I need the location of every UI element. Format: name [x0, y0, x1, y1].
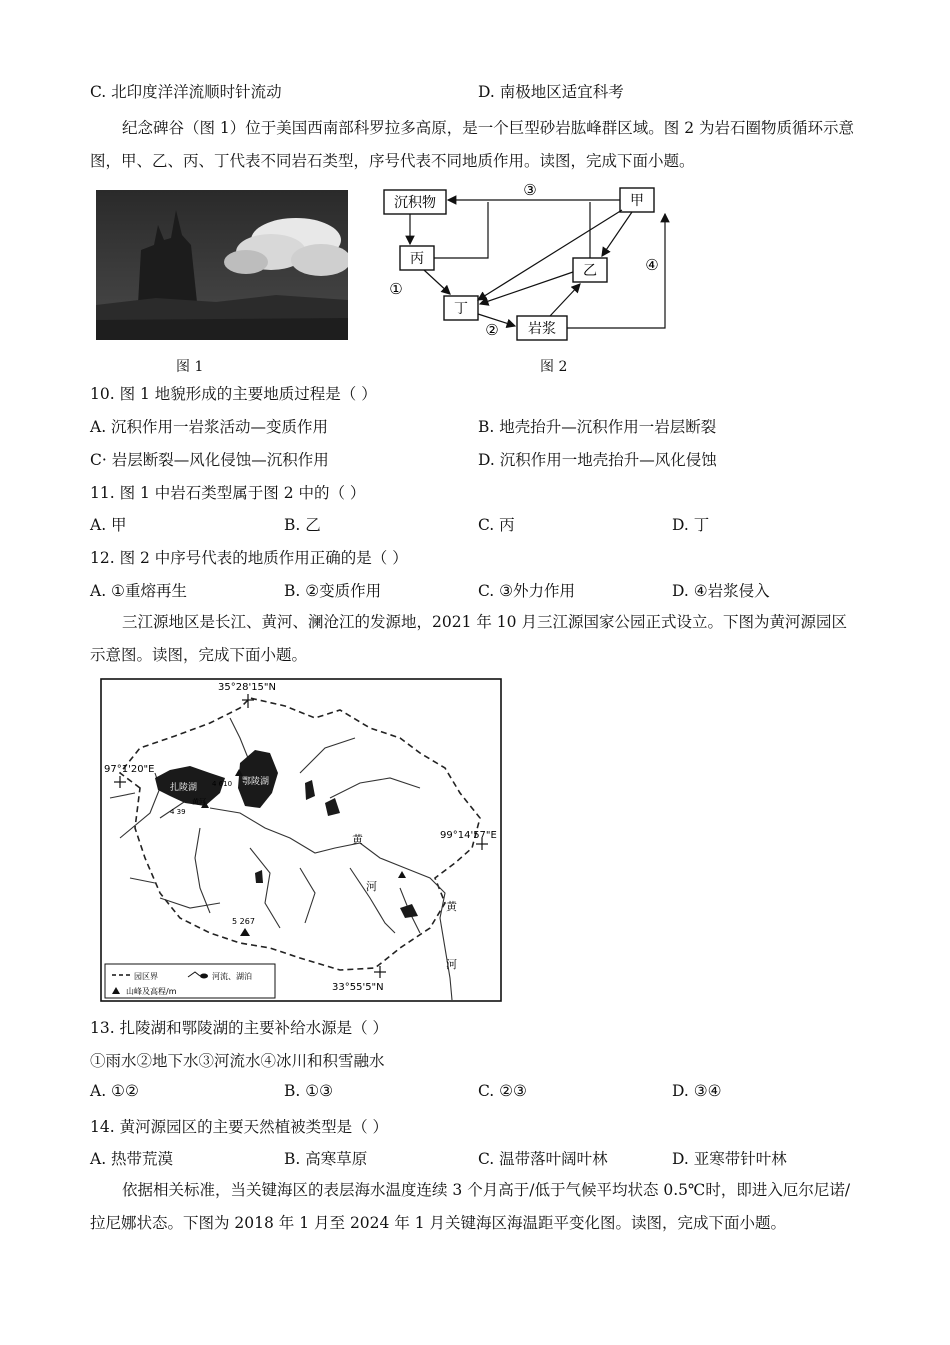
- q10-option-c[interactable]: C· 岩层断裂—风化侵蚀—沉积作用: [90, 451, 329, 469]
- figure-1-caption: 图 1: [176, 359, 204, 375]
- q14-option-d[interactable]: D. 亚寒带针叶林: [672, 1150, 787, 1168]
- q10-stem: 10. 图 1 地貌形成的主要地质过程是（ ）: [90, 385, 377, 403]
- q12-option-a[interactable]: A. ①重熔再生: [90, 582, 187, 600]
- label-lat-north: 35°28'15"N: [218, 682, 277, 693]
- q14-option-a[interactable]: A. 热带荒漠: [90, 1150, 174, 1168]
- option-c-prev: C. 北印度洋洋流顺时针流动: [90, 83, 282, 101]
- q11-option-c[interactable]: C. 丙: [478, 516, 515, 534]
- q14-option-c[interactable]: C. 温带落叶阔叶林: [478, 1150, 608, 1168]
- label-jia: 甲: [630, 193, 644, 209]
- q13-option-c[interactable]: C. ②③: [478, 1082, 527, 1100]
- q13-option-b[interactable]: B. ①③: [284, 1082, 334, 1100]
- label-sediment: 沉积物: [394, 195, 436, 211]
- label-peak-2: 4 39: [170, 808, 186, 816]
- label-lon-west: 97°1'20"E: [104, 764, 155, 775]
- label-n2: ②: [485, 321, 499, 339]
- option-d-prev: D. 南极地区适宜科考: [478, 83, 624, 101]
- q14-option-b[interactable]: B. 高寒草原: [284, 1150, 368, 1168]
- label-n3: ③: [523, 181, 537, 199]
- q10-option-d[interactable]: D. 沉积作用一地壳抬升—风化侵蚀: [478, 451, 717, 469]
- label-small-yellow-river: 黄河: [192, 798, 206, 806]
- intro-paragraph-3: 依据相关标准，当关键海区的表层海水温度连续 3 个月高于/低于气候平均状态 0.5℃时，即进入厄尔尼诺/拉尼娜状态。下图为 2018 年 1 月至 2024 年 1 月关键海区海温距平变化图。读图，完成下面小题。: [90, 1181, 851, 1232]
- label-magma: 岩浆: [528, 321, 556, 337]
- label-river-d: 河: [446, 958, 457, 971]
- label-river-a: 黄: [352, 833, 363, 846]
- intro-paragraph-1: 纪念碑谷（图 1）位于美国西南部科罗拉多高原，是一个巨型砂岩肱峰群区域。图 2 为岩石圈物质循环示意图，甲、乙、丙、丁代表不同岩石类型，序号代表不同地质作用。读图，完成下面小题。: [90, 119, 855, 170]
- q13-stem: 13. 扎陵湖和鄂陵湖的主要补给水源是（ ）: [90, 1019, 389, 1037]
- q12-stem: 12. 图 2 中序号代表的地质作用正确的是（ ）: [90, 549, 408, 567]
- q13-option-a[interactable]: A. ①②: [90, 1082, 139, 1100]
- q14-stem: 14. 黄河源园区的主要天然植被类型是（ ）: [90, 1118, 389, 1136]
- label-yi: 乙: [583, 263, 597, 279]
- q10-option-a[interactable]: A. 沉积作用一岩浆活动—变质作用: [90, 418, 329, 436]
- label-n4: ④: [645, 256, 659, 274]
- q12-option-d[interactable]: D. ④岩浆侵入: [672, 582, 770, 600]
- label-peak-1: 4 610: [212, 780, 233, 788]
- label-lake-eling: 鄂陵湖: [242, 777, 270, 787]
- label-river-c: 黄: [446, 900, 457, 913]
- label-peak-3: 5 267: [232, 917, 255, 926]
- q11-option-b[interactable]: B. 乙: [284, 516, 321, 534]
- figure-2-caption: 图 2: [540, 359, 568, 375]
- q10-option-b[interactable]: B. 地壳抬升—沉积作用一岩层断裂: [478, 418, 717, 436]
- q11-option-d[interactable]: D. 丁: [672, 516, 710, 534]
- q12-option-b[interactable]: B. ②变质作用: [284, 582, 382, 600]
- label-lat-south: 33°55'5"N: [332, 982, 384, 993]
- label-bing: 丙: [410, 251, 424, 267]
- legend-peak: 山峰及高程/m: [126, 987, 177, 996]
- legend-boundary: 园区界: [134, 972, 158, 981]
- q13-option-d[interactable]: D. ③④: [672, 1082, 722, 1100]
- q12-option-c[interactable]: C. ③外力作用: [478, 582, 576, 600]
- legend-river: 河流、湖泊: [212, 972, 252, 981]
- q11-option-a[interactable]: A. 甲: [90, 516, 127, 534]
- q13-choices: ①雨水②地下水③河流水④冰川和积雪融水: [90, 1052, 385, 1070]
- label-river-b: 河: [366, 880, 377, 893]
- figure-1-photo: [96, 190, 348, 340]
- q11-stem: 11. 图 1 中岩石类型属于图 2 中的（ ）: [90, 484, 366, 502]
- label-lake-zhaling: 扎陵湖: [170, 783, 198, 793]
- figure-2-rock-cycle: [380, 180, 680, 352]
- label-lon-east: 99°14'57"E: [440, 830, 497, 841]
- map-yellow-river-source: [100, 678, 502, 1002]
- label-ding: 丁: [454, 301, 468, 317]
- intro-paragraph-2: 三江源地区是长江、黄河、澜沧江的发源地，2021 年 10 月三江源国家公园正式设立。下图为黄河源园区示意图。读图，完成下面小题。: [90, 613, 847, 664]
- label-n1: ①: [389, 280, 403, 298]
